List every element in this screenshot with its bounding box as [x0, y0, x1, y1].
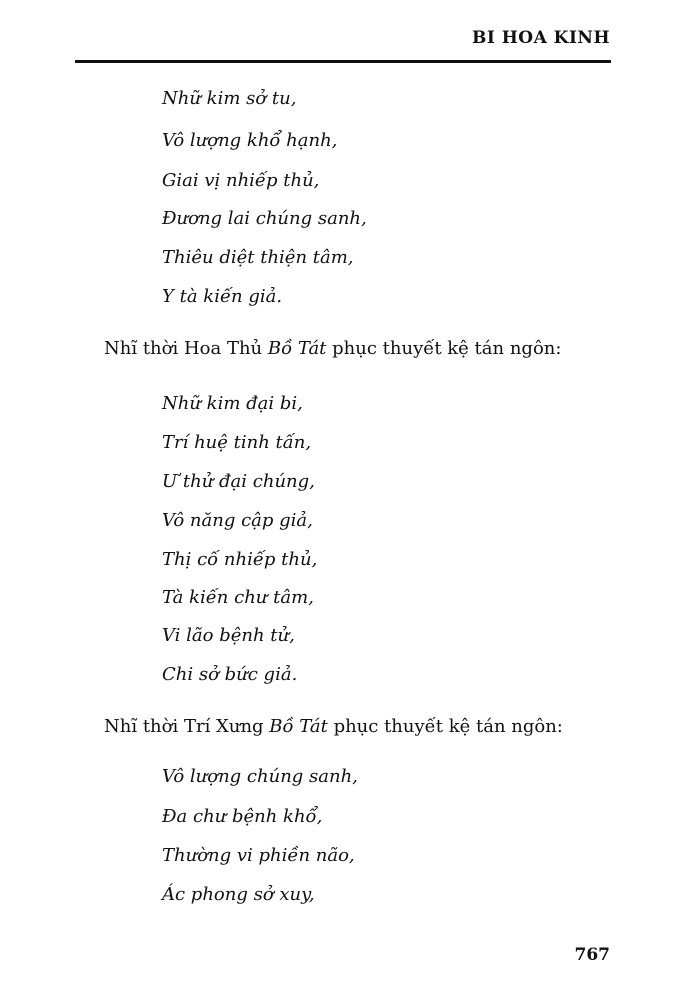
prose-text: Nhĩ thời Trí Xưng	[104, 716, 270, 737]
verse-line: Y tà kiến giả.	[162, 286, 283, 307]
verse-line: Vô lượng khổ hạnh,	[162, 130, 338, 151]
verse-line: Vô năng cập giả,	[162, 510, 313, 531]
verse-line: Đa chư bệnh khổ,	[162, 806, 323, 827]
page-number: 767	[574, 945, 610, 965]
prose-text: phục thuyết kệ tán ngôn:	[327, 716, 563, 737]
prose-text: Nhĩ thời Hoa Thủ	[104, 338, 268, 359]
verse-line: Giai vị nhiếp thủ,	[162, 170, 320, 191]
verse-line: Trí huệ tinh tấn,	[162, 432, 312, 453]
verse-line: Chi sở bức giả.	[162, 664, 298, 685]
header-rule	[75, 60, 611, 63]
verse-line: Thường vi phiền não,	[162, 845, 355, 866]
running-header: BI HOA KINH	[471, 28, 610, 48]
prose-line	[104, 338, 561, 359]
verse-line: Tà kiến chư tâm,	[162, 587, 314, 608]
verse-line: Nhữ kim đại bi,	[162, 393, 303, 414]
verse-line: Vô lượng chúng sanh,	[162, 766, 358, 787]
verse-line: Thị cố nhiếp thủ,	[162, 549, 318, 570]
verse-line: Đương lai chúng sanh,	[162, 208, 367, 229]
verse-line: Vi lão bệnh tử,	[162, 625, 295, 646]
verse-line: Thiêu diệt thiện tâm,	[162, 247, 354, 268]
prose-line	[104, 716, 563, 737]
verse-line: Ác phong sở xuy,	[162, 884, 315, 905]
prose-text: phục thuyết kệ tán ngôn:	[326, 338, 562, 359]
verse-line: Nhữ kim sở tu,	[162, 88, 297, 109]
verse-line: Ư thử đại chúng,	[162, 471, 315, 492]
prose-emphasis: Bồ Tát	[269, 716, 328, 737]
prose-emphasis: Bồ Tát	[267, 338, 327, 359]
